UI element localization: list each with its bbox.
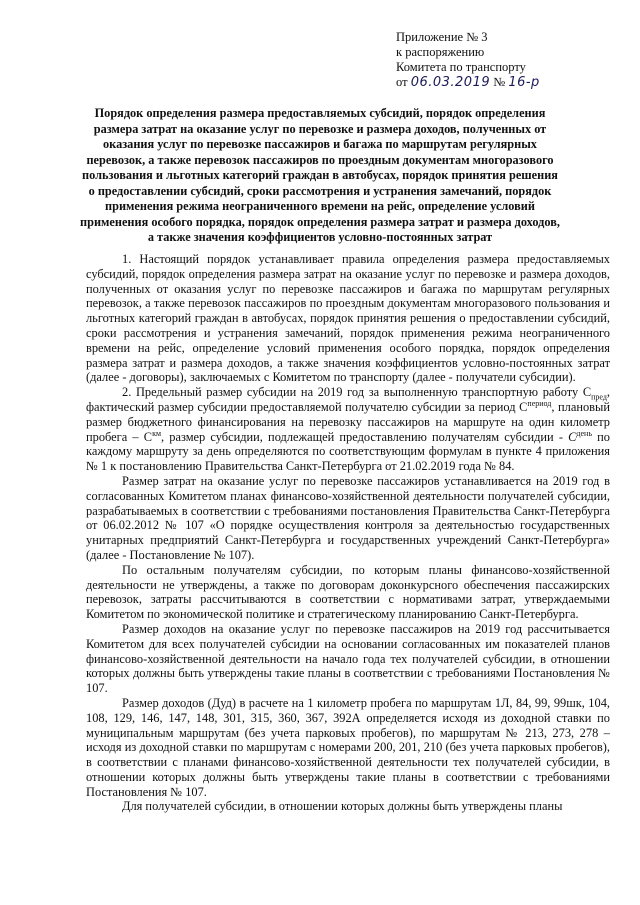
- appendix-number-sign: №: [493, 75, 506, 89]
- appendix-number: Приложение № 3: [396, 30, 488, 44]
- appendix-number-handwritten: 16-р: [508, 75, 540, 90]
- paragraph-1: 1. Настоящий порядок устанавливает правила определения размера предоставляемых субсидий, порядок определения размера затрат на оказание услуг по перевозке и размера доходов, полученных от оказания услуг по перевозке пассажиров и багажа по маршрутам регулярных перевозок, а также перевозок пассажиров по проездным документам многоразового пользования и льготных категорий граждан в автобусах, порядок принятия решения о предоставлении субсидий, сроки рассмотрения и устранения замечаний, порядок применения режима неограниченного времени на рейс, определение условий применения особого порядка, порядок определения размера затрат и размера доходов, а также значения коэффициентов условно-постоянных затрат (далее - договоры), заключаемых с Комитетом по транспорту (далее - получатели субсидии).: [86, 252, 610, 385]
- appendix-date-prefix: от: [396, 75, 408, 89]
- symbol-sup-period: период: [527, 398, 552, 408]
- appendix-committee: Комитета по транспорту: [396, 60, 526, 74]
- symbol-sup-day: день: [576, 428, 592, 438]
- document-title: Порядок определения размера предоставляемых субсидий, порядок определения размера затрат на оказание услуг по перевозке и размера доходов, полученных от оказания услуг по перевозке пассажиров и багажа по маршрутам регулярных перевозок, а также перевозок пассажиров по проездным документам многоразового пользования и льготных категорий граждан в автобусах, порядок принятия решения о предоставлении субсидий, сроки рассмотрения и устранения замечаний, порядок применения режима неограниченного времени на рейс, определение условий применения особого порядка, порядок определения размера затрат и размера доходов, а также значения коэффициентов условно-постоянных затрат: [80, 106, 560, 244]
- document-body: [86, 252, 610, 814]
- appendix-date-handwritten: 06.03.2019: [410, 75, 491, 90]
- appendix-header: [396, 30, 626, 90]
- paragraph-4: По остальным получателям субсидии, по которым планы финансово-хозяйственной деятельности не утверждены, а также по договорам доконкурсного обеспечения пассажирских перевозок, затраты рассчитываются в соответствии с нормативами затрат, утверждаемыми Комитетом по экономической политике и стратегическому планированию Санкт-Петербурга.: [86, 562, 610, 622]
- paragraph-6: Размер доходов (Дуд) в расчете на 1 километр пробега по маршрутам 1Л, 84, 99, 99шк, 104, 108, 129, 146, 147, 148, 301, 315, 360, 367, 392А определяется исходя из доходной ставки по муниципальным маршрутам (без учета парковых пробегов), по маршрутам № 213, 273, 278 – исходя из доходной ставки по маршрутам с номерами 200, 201, 210 (без учета парковых пробегов), в соответствии с планами финансово-хозяйственной деятельности тех получателей субсидии, в отношении которых должны быть утверждены такие планы в соответствии с требованиями Постановления № 107.: [86, 695, 610, 799]
- symbol-sub-pred: пред: [591, 392, 607, 402]
- paragraph-2: 2. Предельный размер субсидии на 2019 год за выполненную транспортную работу $С_{пред}$, фактический размер субсидии предоставляемой получателю субсидии за период $С^{период}$, плановый размер бюджетного финансирования на перевозку пассажиров на маршруте на один километр пробега – $С^{км}$, размер субсидии, подлежащей предоставлению получателям субсидии - $С^{день}$ по каждому маршруту за день определяются по соответствующим формулам в пункте 4 приложения № 1 к постановлению Правительства Санкт-Петербурга от 21.02.2019 года № 84.: [86, 385, 610, 474]
- paragraph-7: Для получателей субсидии, в отношении которых должны быть утверждены планы: [122, 799, 563, 814]
- appendix-order-ref: к распоряжению: [396, 45, 485, 59]
- paragraph-3: Размер затрат на оказание услуг по перевозке пассажиров устанавливается на 2019 год в согласованных Комитетом планах финансово-хозяйственной деятельности получателей субсидии, разрабатываемых в соответствии с требованиями постановления Правительства Санкт-Петербурга от 06.02.2012 № 107 «О порядке осуществления контроля за деятельностью государственных унитарных предприятий Санкт-Петербурга и государственных учреждений Санкт-Петербурга» (далее - Постановление № 107).: [86, 473, 610, 562]
- appendix-date-line: [396, 75, 626, 90]
- paragraph-5: Размер доходов на оказание услуг по перевозке пассажиров на 2019 год рассчитывается Комитетом для всех получателей субсидии на основании согласованных им показателей планов финансово-хозяйственной деятельности на начало года тех получателей субсидии, в отношении которых должны быть утверждены такие планы в соответствии с требованиями Постановления № 107.: [86, 621, 610, 696]
- symbol-day: С: [568, 429, 577, 444]
- symbol-sup-km: км: [152, 428, 162, 438]
